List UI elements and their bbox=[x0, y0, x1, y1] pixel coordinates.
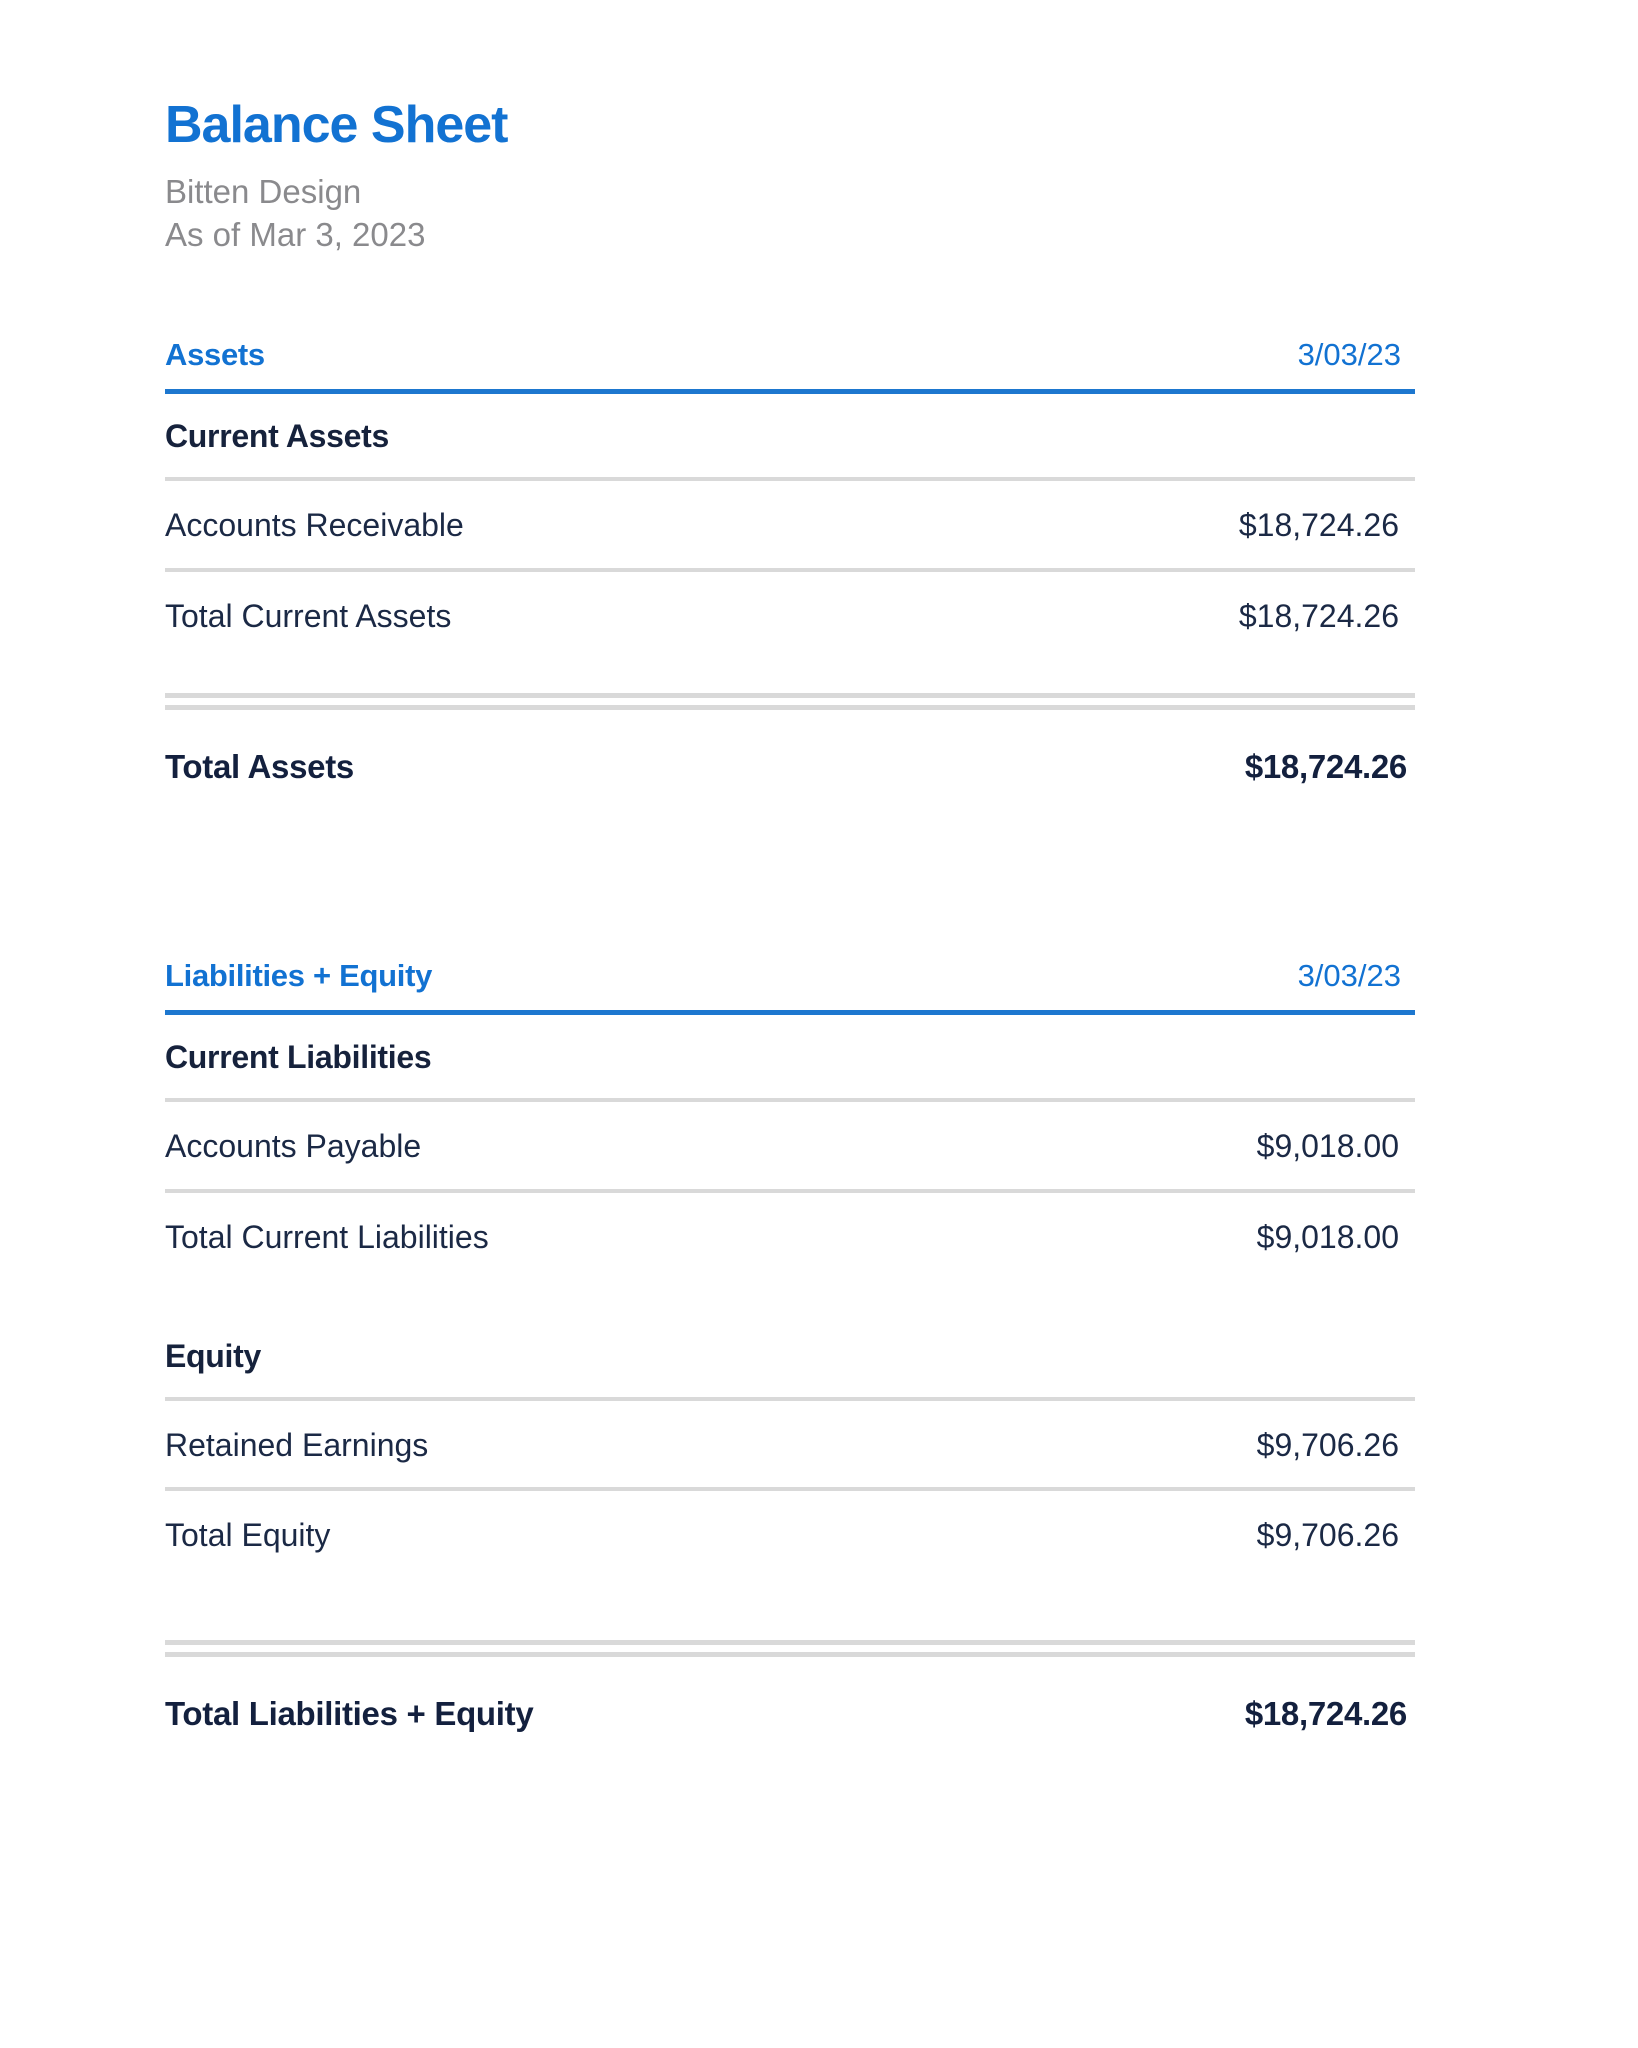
table-row bbox=[165, 477, 1415, 568]
row-value: $9,018.00 bbox=[1256, 1128, 1399, 1165]
total-assets-row bbox=[165, 710, 1415, 786]
table-row bbox=[165, 1397, 1415, 1488]
section-title: Liabilities + Equity bbox=[165, 957, 433, 993]
row-label: Total Equity bbox=[165, 1517, 331, 1554]
row-value: $18,724.26 bbox=[1238, 598, 1399, 635]
liabilities-section-header bbox=[165, 958, 1415, 1016]
row-value: $18,724.26 bbox=[1238, 507, 1399, 544]
section-date: 3/03/23 bbox=[1297, 957, 1401, 993]
table-row bbox=[165, 1189, 1415, 1280]
row-value: $9,706.26 bbox=[1256, 1426, 1399, 1463]
assets-section-header bbox=[165, 337, 1415, 395]
row-label: Accounts Payable bbox=[165, 1128, 422, 1165]
section-title: Assets bbox=[165, 336, 265, 372]
as-of-date: As of Mar 3, 2023 bbox=[165, 216, 426, 254]
total-value: $18,724.26 bbox=[1244, 747, 1407, 785]
group-heading: Equity bbox=[165, 1337, 261, 1374]
table-row bbox=[165, 1487, 1415, 1578]
report-header bbox=[165, 96, 1415, 257]
table-row bbox=[165, 1098, 1415, 1189]
total-liabilities-equity-row bbox=[165, 1657, 1415, 1733]
total-label: Total Assets bbox=[165, 747, 354, 785]
divider-bar bbox=[165, 1640, 1415, 1645]
group-heading: Current Assets bbox=[165, 418, 390, 455]
row-label: Total Current Assets bbox=[165, 598, 452, 635]
total-value: $18,724.26 bbox=[1244, 1695, 1407, 1733]
row-label: Retained Earnings bbox=[165, 1426, 429, 1463]
company-name: Bitten Design bbox=[165, 172, 362, 210]
row-value: $9,706.26 bbox=[1256, 1517, 1399, 1554]
row-label: Total Current Liabilities bbox=[165, 1218, 489, 1255]
divider-bar bbox=[165, 693, 1415, 698]
double-rule-divider bbox=[165, 693, 1415, 710]
total-label: Total Liabilities + Equity bbox=[165, 1695, 534, 1733]
current-assets-group bbox=[165, 418, 1415, 658]
row-value: $9,018.00 bbox=[1256, 1218, 1399, 1255]
double-rule-divider bbox=[165, 1640, 1415, 1657]
equity-group bbox=[165, 1338, 1415, 1578]
group-heading: Current Liabilities bbox=[165, 1039, 432, 1076]
section-date: 3/03/23 bbox=[1297, 336, 1401, 372]
row-label: Accounts Receivable bbox=[165, 507, 464, 544]
page-title: Balance Sheet bbox=[165, 96, 508, 154]
assets-section bbox=[165, 337, 1415, 786]
current-liabilities-group bbox=[165, 1039, 1415, 1279]
liabilities-equity-section bbox=[165, 958, 1415, 1733]
table-row bbox=[165, 568, 1415, 659]
